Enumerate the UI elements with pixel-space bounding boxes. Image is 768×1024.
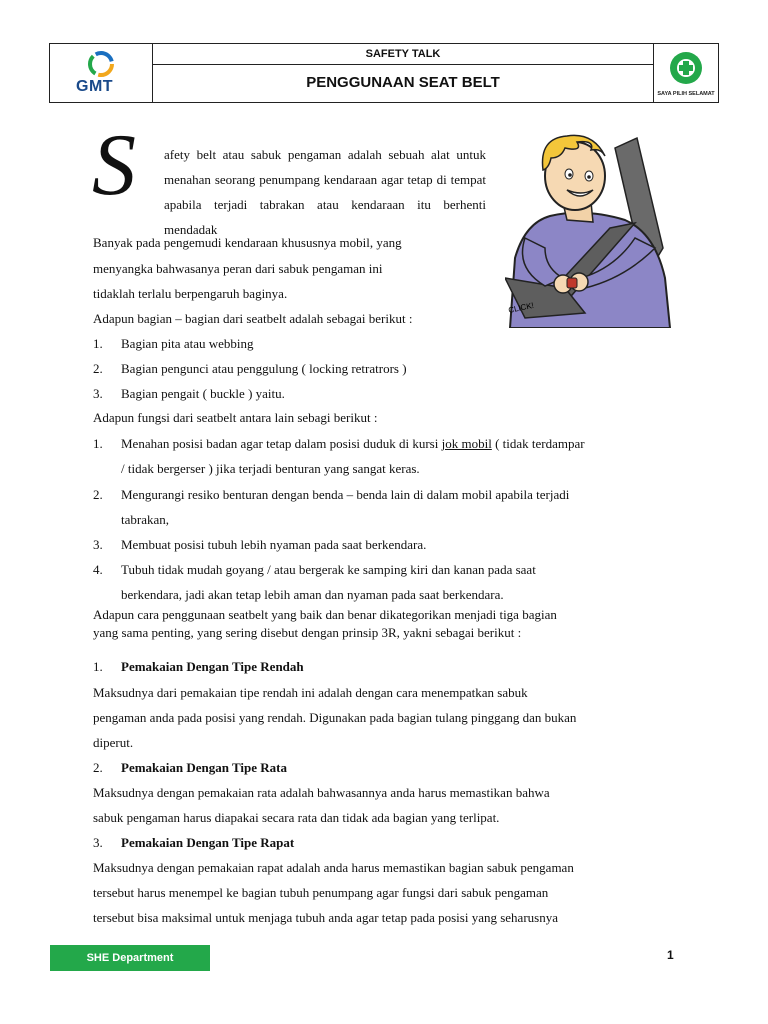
parts-number: 1.	[93, 336, 103, 351]
seatbelt-illustration	[505, 128, 685, 328]
functions-item-2-line-2: tabrakan,	[121, 512, 170, 527]
functions-text: ( tidak terdampar	[491, 436, 585, 451]
method-number: 1.	[93, 659, 103, 674]
method-intro-line-1: Adapun cara penggunaan seatbelt yang baik dan benar dikategorikan menjadi tiga bagian	[93, 607, 557, 622]
para1-line-2: menyangka bahwasanya peran dari sabuk pengaman ini	[93, 261, 383, 276]
parts-item: Bagian pengunci atau penggulung ( locking retratrors )	[121, 361, 407, 376]
method-text: Maksudnya dengan pemakaian rapat adalah anda harus memastikan bagian sabuk pengaman	[93, 860, 574, 875]
method-title: Pemakaian Dengan Tipe Rata	[121, 760, 288, 775]
functions-item-4-line-1: Tubuh tidak mudah goyang / atau bergerak ke samping kiri dan kanan pada saat	[121, 562, 536, 577]
click-text: CLICK!	[507, 300, 535, 315]
para1-line-3: tidaklah terlalu berpengaruh baginya.	[93, 286, 288, 301]
gmt-logo	[50, 44, 153, 102]
department-badge: SHE Department	[50, 945, 210, 971]
para1-line-1: Banyak pada pengemudi kendaraan khususnya mobil, yang	[93, 235, 402, 250]
saya-pilih-selamat-logo	[653, 44, 718, 102]
method-text: Maksudnya dengan pemakaian rata adalah bahwasannya anda harus memastikan bahwa	[93, 785, 550, 800]
logo-text: GMT	[76, 78, 114, 95]
functions-item-1-line-2: / tidak bergerser ) jika terjadi benturan yang sangat keras.	[121, 461, 420, 476]
parts-number: 3.	[93, 386, 103, 401]
jok-mobil-link[interactable]: jok mobil	[441, 436, 492, 451]
drop-cap: S	[92, 117, 136, 214]
functions-text: Menahan posisi badan agar tetap dalam posisi duduk di kursi	[121, 436, 442, 451]
page-title: PENGGUNAAN SEAT BELT	[306, 74, 500, 91]
document-header	[49, 43, 719, 103]
method-text: pengaman anda pada posisi yang rendah. Digunakan pada bagian tulang pinggang dan bukan	[93, 710, 577, 725]
page-number: 1	[667, 948, 674, 962]
method-text: Maksudnya dari pemakaian tipe rendah ini adalah dengan cara menempatkan sabuk	[93, 685, 528, 700]
functions-item-3: Membuat posisi tubuh lebih nyaman pada saat berkendara.	[121, 537, 427, 552]
parts-item: Bagian pengait ( buckle ) yaitu.	[121, 386, 285, 401]
functions-item-2-line-1: Mengurangi resiko benturan dengan benda – benda lain di dalam mobil apabila terjadi	[121, 487, 570, 502]
functions-item-4-line-2: berkendara, jadi akan tetap lebih aman dan nyaman pada saat berkendara.	[121, 587, 504, 602]
parts-item: Bagian pita atau webbing	[121, 336, 254, 351]
method-number: 2.	[93, 760, 103, 775]
functions-number: 3.	[93, 537, 103, 552]
method-title: Pemakaian Dengan Tipe Rapat	[121, 835, 295, 850]
functions-number: 2.	[93, 487, 103, 502]
parts-intro: Adapun bagian – bagian dari seatbelt adalah sebagai berikut :	[93, 311, 413, 326]
method-text: diperut.	[93, 735, 134, 750]
method-title: Pemakaian Dengan Tipe Rendah	[121, 659, 304, 674]
intro-paragraph: afety belt atau sabuk pengaman adalah sebuah alat untuk menahan seorang penumpang kendaraan agar tetap di tempat apabila terjadi tabrakan atau kendaraan itu berhenti mendadak	[164, 147, 486, 237]
method-text: sabuk pengaman harus diapakai secara rata dan tidak ada bagian yang terlipat.	[93, 810, 500, 825]
functions-intro: Adapun fungsi dari seatbelt antara lain sebagi berikut :	[93, 410, 378, 425]
logo-caption: SAYA PILIH SELAMAT	[657, 91, 715, 97]
method-number: 3.	[93, 835, 103, 850]
parts-number: 2.	[93, 361, 103, 376]
header-subtitle: SAFETY TALK	[152, 44, 654, 65]
functions-number: 1.	[93, 436, 103, 451]
method-text: tersebut harus menempel ke bagian tubuh penumpang agar fungsi dari sabuk pengaman	[93, 885, 549, 900]
functions-number: 4.	[93, 562, 103, 577]
method-intro-line-2: yang sama penting, yang sering disebut dengan prinsip 3R, yakni sebagai berikut :	[93, 625, 522, 640]
method-text: tersebut bisa maksimal untuk menjaga tubuh anda agar tetap pada posisi yang seharusnya	[93, 910, 558, 925]
functions-item-1-line-1	[121, 431, 585, 456]
